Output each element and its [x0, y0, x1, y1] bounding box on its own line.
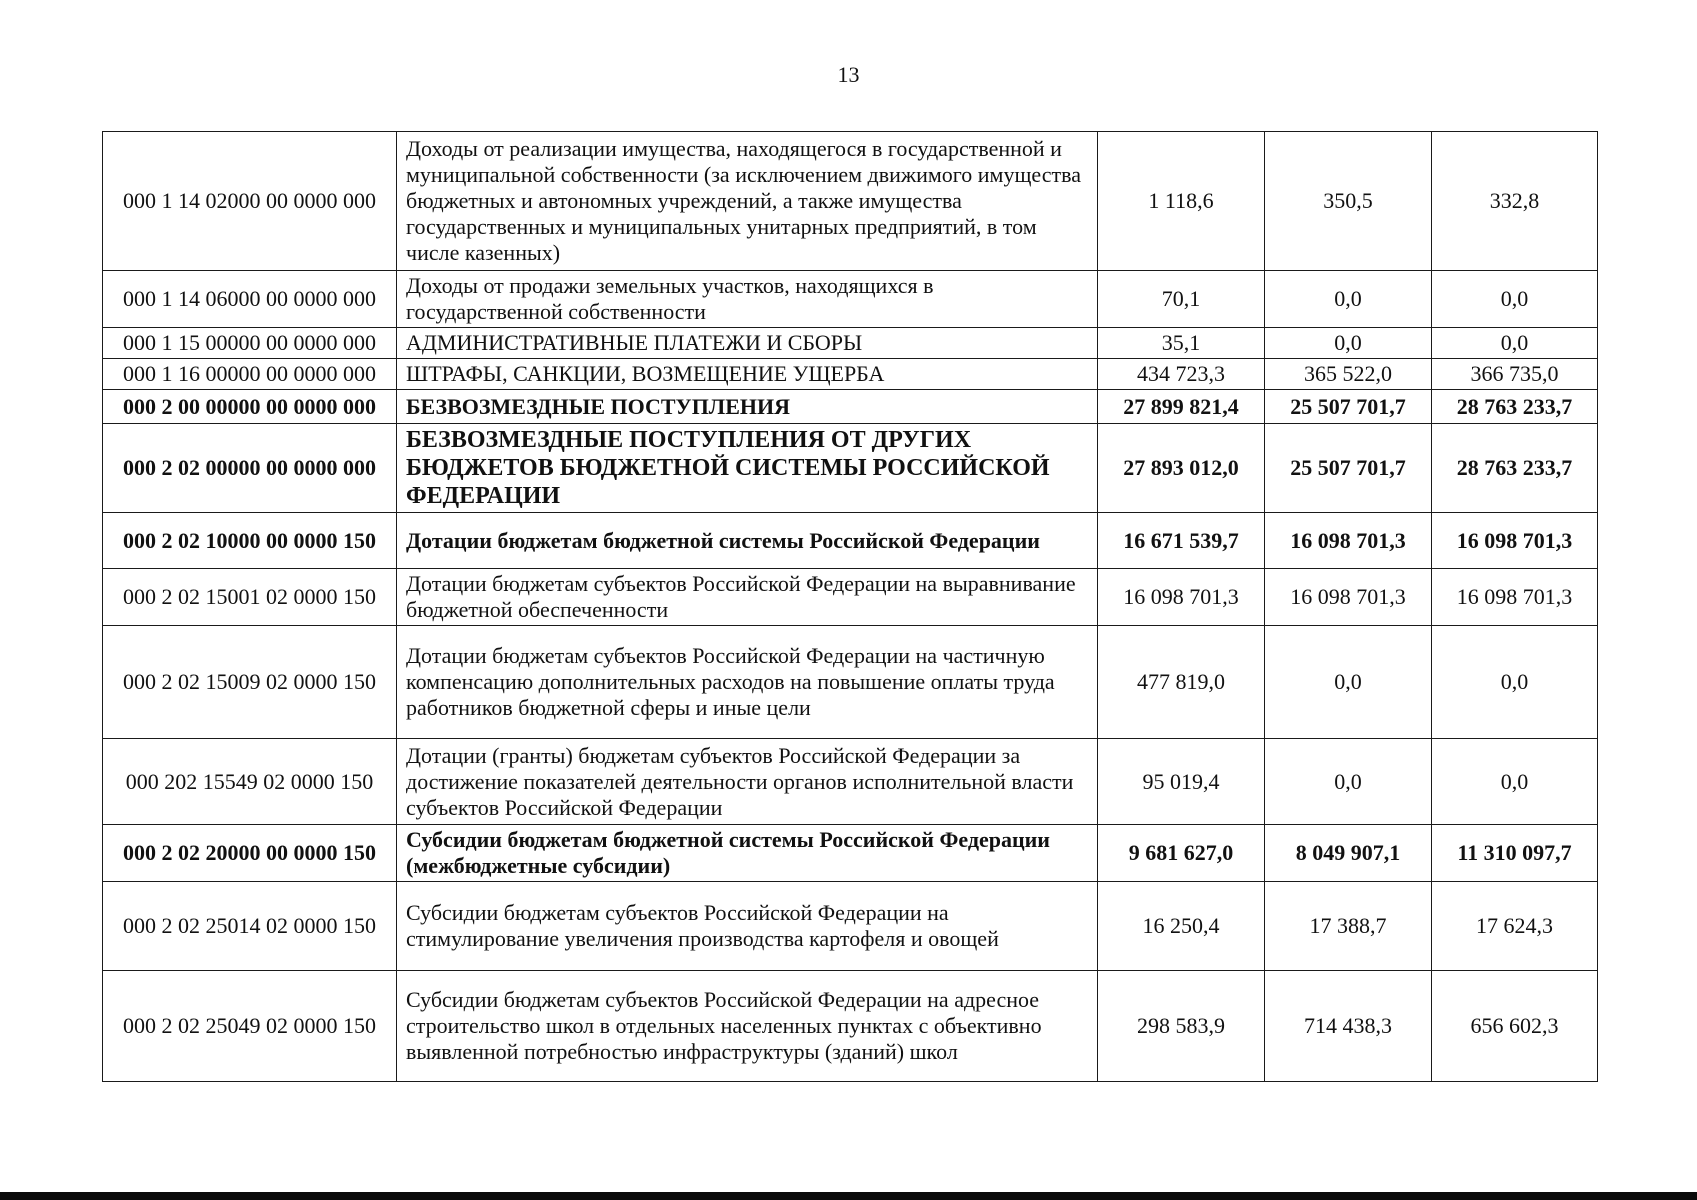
table-row — [103, 271, 1598, 328]
table-row — [103, 359, 1598, 390]
budget-code-cell: 000 202 15549 02 0000 150 — [103, 739, 397, 825]
budget-code-cell: 000 2 02 25014 02 0000 150 — [103, 882, 397, 971]
amount-year-3-cell: 16 098 701,3 — [1432, 569, 1598, 626]
amount-year-1-cell: 298 583,9 — [1098, 971, 1265, 1082]
amount-year-2-cell: 17 388,7 — [1265, 882, 1432, 971]
budget-code-cell: 000 1 14 02000 00 0000 000 — [103, 132, 397, 271]
amount-year-3-cell: 28 763 233,7 — [1432, 424, 1598, 513]
amount-year-2-cell: 25 507 701,7 — [1265, 390, 1432, 424]
revenue-name-cell: Дотации бюджетам субъектов Российской Федерации на выравнивание бюджетной обеспеченности — [397, 569, 1098, 626]
amount-year-3-cell: 11 310 097,7 — [1432, 825, 1598, 882]
amount-year-2-cell: 25 507 701,7 — [1265, 424, 1432, 513]
table-row — [103, 971, 1598, 1082]
amount-year-2-cell: 8 049 907,1 — [1265, 825, 1432, 882]
table-row — [103, 825, 1598, 882]
amount-year-1-cell: 477 819,0 — [1098, 626, 1265, 739]
revenue-name-cell: Субсидии бюджетам бюджетной системы Российской Федерации (межбюджетные субсидии) — [397, 825, 1098, 882]
table-row — [103, 132, 1598, 271]
budget-code-cell: 000 2 02 10000 00 0000 150 — [103, 513, 397, 569]
table-row — [103, 424, 1598, 513]
amount-year-3-cell: 0,0 — [1432, 328, 1598, 359]
amount-year-1-cell: 16 671 539,7 — [1098, 513, 1265, 569]
amount-year-2-cell: 16 098 701,3 — [1265, 569, 1432, 626]
amount-year-1-cell: 1 118,6 — [1098, 132, 1265, 271]
table-row — [103, 626, 1598, 739]
amount-year-2-cell: 0,0 — [1265, 328, 1432, 359]
amount-year-1-cell: 27 899 821,4 — [1098, 390, 1265, 424]
table-row — [103, 390, 1598, 424]
table-row — [103, 569, 1598, 626]
revenue-name-cell: БЕЗВОЗМЕЗДНЫЕ ПОСТУПЛЕНИЯ ОТ ДРУГИХ БЮДЖЕТОВ БЮДЖЕТНОЙ СИСТЕМЫ РОССИЙСКОЙ ФЕДЕРАЦИИ — [397, 424, 1098, 513]
amount-year-3-cell: 366 735,0 — [1432, 359, 1598, 390]
amount-year-1-cell: 434 723,3 — [1098, 359, 1265, 390]
revenue-name-cell: Субсидии бюджетам субъектов Российской Федерации на стимулирование увеличения производства картофеля и овощей — [397, 882, 1098, 971]
budget-code-cell: 000 1 14 06000 00 0000 000 — [103, 271, 397, 328]
amount-year-2-cell: 16 098 701,3 — [1265, 513, 1432, 569]
revenue-name-cell: Дотации (гранты) бюджетам субъектов Российской Федерации за достижение показателей деятельности органов исполнительной власти субъектов Российской Федерации — [397, 739, 1098, 825]
revenue-name-cell: Доходы от реализации имущества, находящегося в государственной и муниципальной собственности (за исключением движимого имущества бюджетных и автономных учреждений, а также имущества государственных и муниципальных унитарных предприятий, в том числе казенных) — [397, 132, 1098, 271]
amount-year-3-cell: 17 624,3 — [1432, 882, 1598, 971]
table-row — [103, 513, 1598, 569]
amount-year-3-cell: 0,0 — [1432, 626, 1598, 739]
amount-year-3-cell: 0,0 — [1432, 739, 1598, 825]
amount-year-2-cell: 0,0 — [1265, 626, 1432, 739]
amount-year-1-cell: 9 681 627,0 — [1098, 825, 1265, 882]
revenue-name-cell: АДМИНИСТРАТИВНЫЕ ПЛАТЕЖИ И СБОРЫ — [397, 328, 1098, 359]
scan-bottom-edge — [0, 1192, 1697, 1200]
table-row — [103, 328, 1598, 359]
amount-year-3-cell: 16 098 701,3 — [1432, 513, 1598, 569]
revenue-name-cell: БЕЗВОЗМЕЗДНЫЕ ПОСТУПЛЕНИЯ — [397, 390, 1098, 424]
page-number: 13 — [837, 62, 860, 87]
revenue-name-cell: ШТРАФЫ, САНКЦИИ, ВОЗМЕЩЕНИЕ УЩЕРБА — [397, 359, 1098, 390]
table-row — [103, 739, 1598, 825]
budget-code-cell: 000 1 15 00000 00 0000 000 — [103, 328, 397, 359]
amount-year-2-cell: 0,0 — [1265, 271, 1432, 328]
amount-year-1-cell: 27 893 012,0 — [1098, 424, 1265, 513]
amount-year-1-cell: 35,1 — [1098, 328, 1265, 359]
budget-code-cell: 000 2 02 15009 02 0000 150 — [103, 626, 397, 739]
amount-year-3-cell: 332,8 — [1432, 132, 1598, 271]
amount-year-3-cell: 28 763 233,7 — [1432, 390, 1598, 424]
budget-code-cell: 000 2 00 00000 00 0000 000 — [103, 390, 397, 424]
budget-code-cell: 000 1 16 00000 00 0000 000 — [103, 359, 397, 390]
amount-year-1-cell: 16 098 701,3 — [1098, 569, 1265, 626]
revenue-name-cell: Доходы от продажи земельных участков, находящихся в государственной собственности — [397, 271, 1098, 328]
amount-year-1-cell: 16 250,4 — [1098, 882, 1265, 971]
amount-year-2-cell: 365 522,0 — [1265, 359, 1432, 390]
amount-year-2-cell: 350,5 — [1265, 132, 1432, 271]
budget-code-cell: 000 2 02 25049 02 0000 150 — [103, 971, 397, 1082]
amount-year-3-cell: 656 602,3 — [1432, 971, 1598, 1082]
budget-revenue-table — [102, 131, 1598, 1082]
amount-year-3-cell: 0,0 — [1432, 271, 1598, 328]
budget-code-cell: 000 2 02 20000 00 0000 150 — [103, 825, 397, 882]
amount-year-2-cell: 0,0 — [1265, 739, 1432, 825]
budget-code-cell: 000 2 02 00000 00 0000 000 — [103, 424, 397, 513]
table-row — [103, 882, 1598, 971]
budget-code-cell: 000 2 02 15001 02 0000 150 — [103, 569, 397, 626]
revenue-name-cell: Субсидии бюджетам субъектов Российской Федерации на адресное строительство школ в отдельных населенных пунктах с объективно выявленной потребностью инфраструктуры (зданий) школ — [397, 971, 1098, 1082]
revenue-name-cell: Дотации бюджетам бюджетной системы Российской Федерации — [397, 513, 1098, 569]
revenue-name-cell: Дотации бюджетам субъектов Российской Федерации на частичную компенсацию дополнительных расходов на повышение оплаты труда работников бюджетной сферы и иные цели — [397, 626, 1098, 739]
amount-year-2-cell: 714 438,3 — [1265, 971, 1432, 1082]
amount-year-1-cell: 95 019,4 — [1098, 739, 1265, 825]
amount-year-1-cell: 70,1 — [1098, 271, 1265, 328]
